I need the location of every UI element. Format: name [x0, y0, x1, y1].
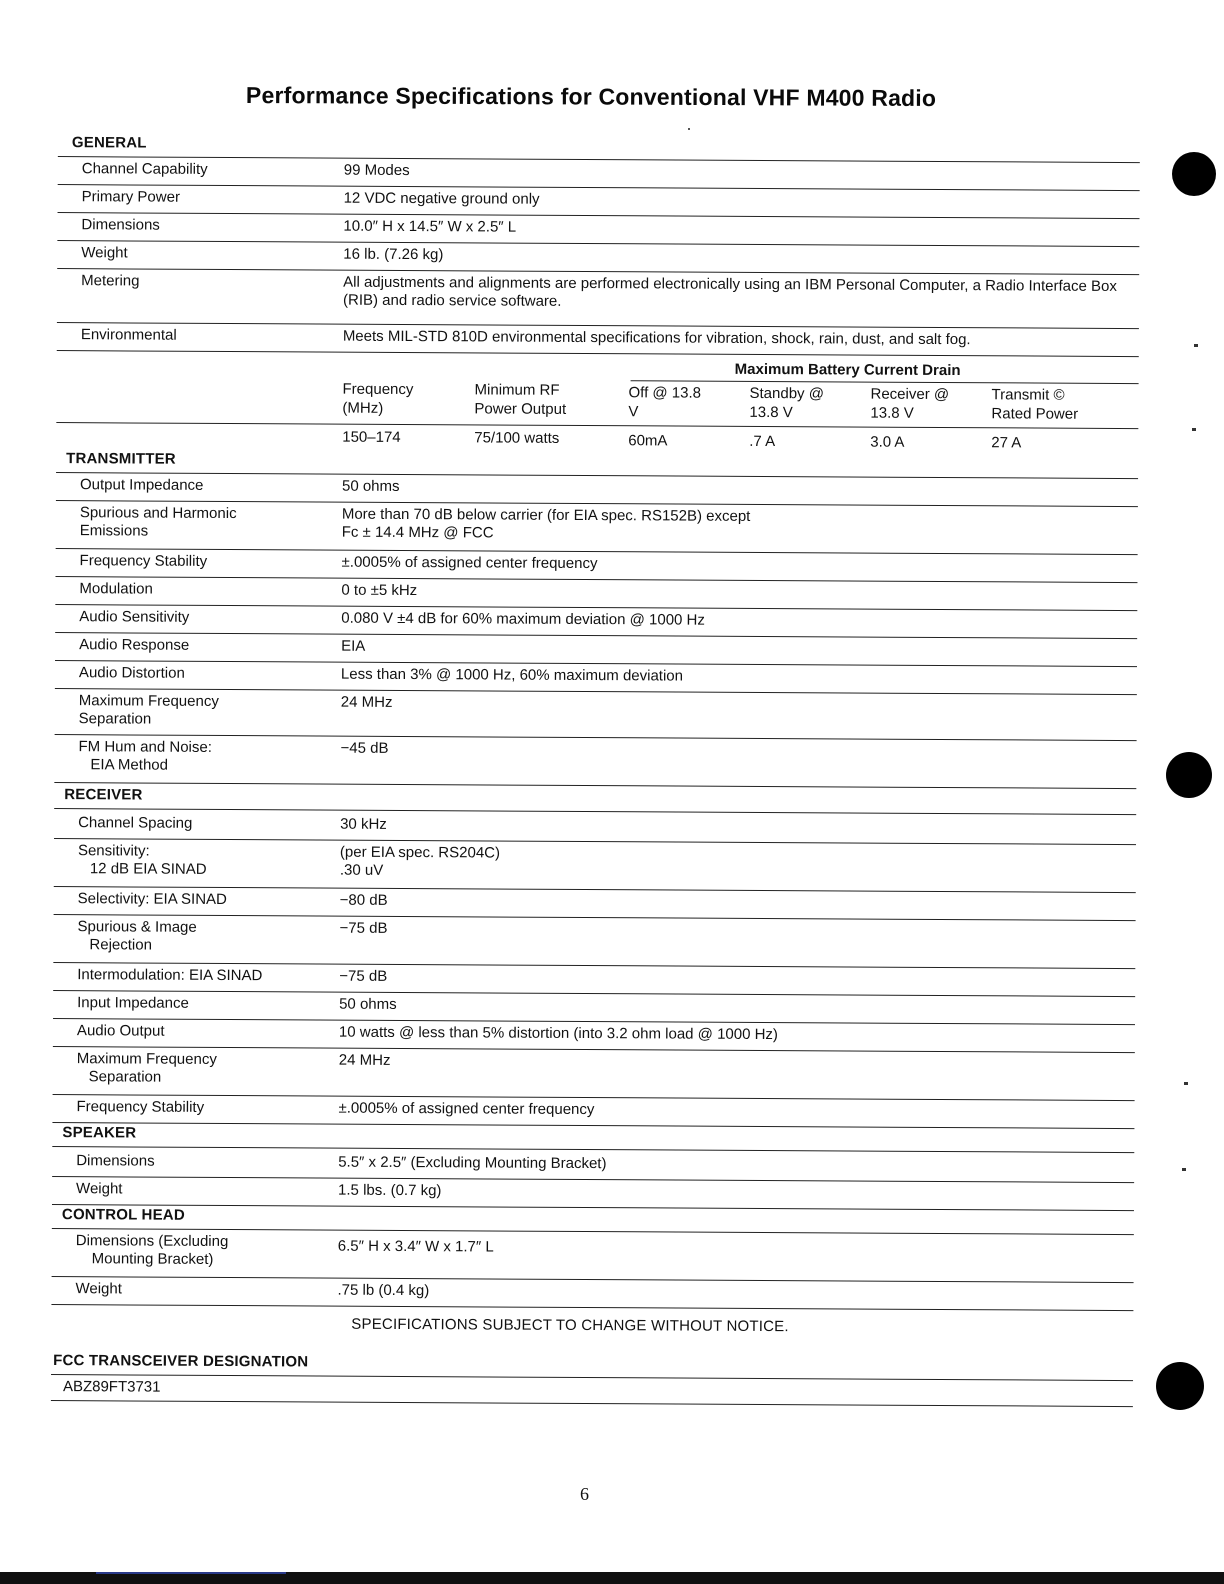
spec-value: 0 to ±5 kHz	[341, 581, 418, 600]
spec-label-line: Separation	[88, 1068, 162, 1086]
spec-value-line: .30 uV	[339, 861, 384, 879]
spec-value: 5.5″ x 2.5″ (Excluding Mounting Bracket)	[338, 1153, 607, 1173]
spec-label-line: Mounting Bracket)	[91, 1250, 214, 1268]
spec-label: Output Impedance	[79, 476, 204, 494]
spec-value: 0.080 V ±4 dB for 60% maximum deviation @ 1000 Hz	[341, 609, 705, 629]
spec-label: Input Impedance	[77, 994, 189, 1012]
spec-label	[78, 842, 338, 879]
col-header-frequency: Frequency (MHz)	[342, 380, 414, 417]
spec-label: Intermodulation: EIA SINAD	[77, 966, 263, 985]
spec-label-line: FM Hum and Noise:	[78, 738, 212, 756]
section-heading-fcc: FCC TRANSCEIVER DESIGNATION	[53, 1352, 309, 1371]
spec-value: More than 70 dB below carrier (for EIA spec. RS152B) except Fc ± 14.4 MHz @ FCC	[341, 505, 751, 542]
spec-label: Metering	[81, 272, 140, 290]
section-heading-general: GENERAL	[71, 134, 147, 152]
spec-label: Maximum Frequency Separation	[78, 692, 219, 728]
rule	[54, 782, 1136, 789]
spec-value	[340, 844, 1136, 884]
spec-label: Frequency Stability	[76, 1098, 205, 1116]
spec-label: Environmental	[80, 326, 177, 344]
drain-transmit: 27 A	[991, 434, 1022, 452]
drain-group-header: Maximum Battery Current Drain	[734, 360, 961, 380]
spec-label: Modulation	[79, 580, 153, 598]
spec-value: Meets MIL-STD 810D environmental specifications for vibration, shock, rain, dust, and salt fog.	[342, 327, 971, 349]
spec-label-line: Rejection	[89, 936, 153, 954]
col-header-receiver: Receiver @ 13.8 V	[870, 385, 950, 422]
rule	[51, 1400, 1133, 1407]
spec-label-line: EIA Method	[90, 756, 169, 774]
spec-label	[77, 1050, 337, 1087]
punch-hole	[1166, 752, 1212, 798]
spec-value: −45 dB	[340, 739, 389, 757]
spec-value: −75 dB	[339, 967, 388, 985]
rule	[56, 422, 1138, 429]
rule	[51, 1304, 1133, 1311]
drain-off: 60mA	[628, 432, 668, 450]
spec-label-line: Dimensions (Excluding	[75, 1232, 229, 1251]
spec-label	[78, 738, 338, 775]
spec-label-line: Sensitivity:	[77, 842, 150, 860]
spec-label	[77, 918, 337, 955]
spec-row-speaker-dimensions	[42, 1152, 1134, 1173]
spec-label: Weight	[76, 1180, 123, 1198]
spec-value: 50 ohms	[339, 995, 397, 1013]
spec-label: Channel Capability	[81, 160, 208, 178]
spec-label: Channel Spacing	[78, 814, 193, 832]
punch-hole	[1156, 1362, 1204, 1410]
spec-label: Dimensions	[81, 216, 160, 234]
scan-speck	[1192, 428, 1196, 431]
spec-label: Primary Power	[81, 188, 181, 206]
drain-receiver: 3.0 A	[870, 433, 905, 451]
spec-value: ±.0005% of assigned center frequency	[341, 553, 598, 573]
spec-value: EIA	[341, 637, 366, 655]
spec-label-line: 12 dB EIA SINAD	[89, 860, 207, 878]
spec-value: All adjustments and alignments are performed electronically using an IBM Personal Computer, a Radio Interface Box (RIB) and radio service software.	[342, 273, 1117, 310]
scan-edge-tint	[96, 1572, 286, 1574]
section-heading-transmitter: TRANSMITTER	[66, 450, 176, 468]
spec-label: Spurious and Harmonic Emissions	[79, 504, 237, 540]
spec-value: 30 kHz	[340, 815, 387, 833]
spec-label: Audio Response	[79, 636, 190, 654]
scan-edge	[0, 1572, 1224, 1584]
section-heading-receiver: RECEIVER	[64, 786, 143, 804]
col-header-power-output: Minimum RF Power Output	[474, 381, 567, 418]
spec-value: 10.0″ H x 14.5″ W x 2.5″ L	[343, 217, 517, 236]
spec-value: 50 ohms	[341, 477, 400, 495]
spec-value: −75 dB	[339, 919, 388, 937]
spec-value-line: (per EIA spec. RS204C)	[339, 843, 501, 862]
spec-value: .75 lb (0.4 kg)	[337, 1281, 430, 1300]
page-title: Performance Specifications for Conventional VHF M400 Radio	[245, 82, 937, 112]
spec-label: Selectivity: EIA SINAD	[77, 890, 227, 909]
spec-label: Audio Distortion	[78, 664, 185, 682]
spec-label: Audio Sensitivity	[79, 608, 190, 626]
drain-freq: 150–174	[342, 428, 401, 446]
spec-value: Less than 3% @ 1000 Hz, 60% maximum deviation	[340, 665, 684, 685]
spec-value: 10 watts @ less than 5% distortion (into 3.2 ohm load @ 1000 Hz)	[338, 1023, 779, 1044]
spec-value: 24 MHz	[340, 693, 393, 711]
col-header-off: Off @ 13.8 V	[628, 384, 702, 421]
spec-label: Weight	[75, 1280, 122, 1298]
section-heading-speaker: SPEAKER	[62, 1124, 137, 1142]
rule	[57, 350, 1139, 357]
punch-hole	[1172, 152, 1216, 196]
spec-sheet	[41, 128, 1140, 1424]
spec-label: Dimensions	[76, 1152, 155, 1170]
spec-row-channel-spacing	[44, 814, 1136, 833]
spec-value: 6.5″ H x 3.4″ W x 1.7″ L	[337, 1237, 494, 1256]
spec-value: 16 lb. (7.26 kg)	[343, 245, 444, 264]
spec-value: 12 VDC negative ground only	[343, 189, 540, 208]
spec-label-line: Maximum Frequency	[76, 1050, 217, 1068]
section-heading-control-head: CONTROL HEAD	[61, 1206, 185, 1224]
fcc-value: ABZ89FT3731	[62, 1378, 161, 1396]
spec-label-line: Spurious & Image	[77, 918, 197, 936]
spec-label: Audio Output	[76, 1022, 165, 1040]
spec-value: 24 MHz	[338, 1051, 391, 1069]
drain-standby: .7 A	[749, 432, 776, 451]
spec-label: Frequency Stability	[79, 552, 208, 570]
scan-speck	[1184, 1082, 1188, 1085]
col-header-standby: Standby @ 13.8 V	[749, 384, 825, 422]
page-number: 6	[580, 1484, 589, 1504]
spec-value: ±.0005% of assigned center frequency	[338, 1099, 595, 1119]
drain-power: 75/100 watts	[474, 429, 560, 447]
scan-speck	[688, 128, 690, 130]
spec-value: −80 dB	[339, 891, 388, 909]
notice-text: SPECIFICATIONS SUBJECT TO CHANGE WITHOUT NOTICE.	[351, 1315, 789, 1336]
scan-speck	[1182, 1168, 1186, 1171]
rule	[52, 1122, 1134, 1129]
scan-speck	[1194, 344, 1198, 347]
col-header-transmit: Transmit © Rated Power	[991, 386, 1079, 423]
spec-label	[76, 1232, 336, 1269]
spec-value: 99 Modes	[343, 161, 410, 180]
spec-label: Weight	[81, 244, 128, 262]
rule	[52, 1204, 1134, 1211]
spec-value: 1.5 lbs. (0.7 kg)	[338, 1181, 442, 1200]
